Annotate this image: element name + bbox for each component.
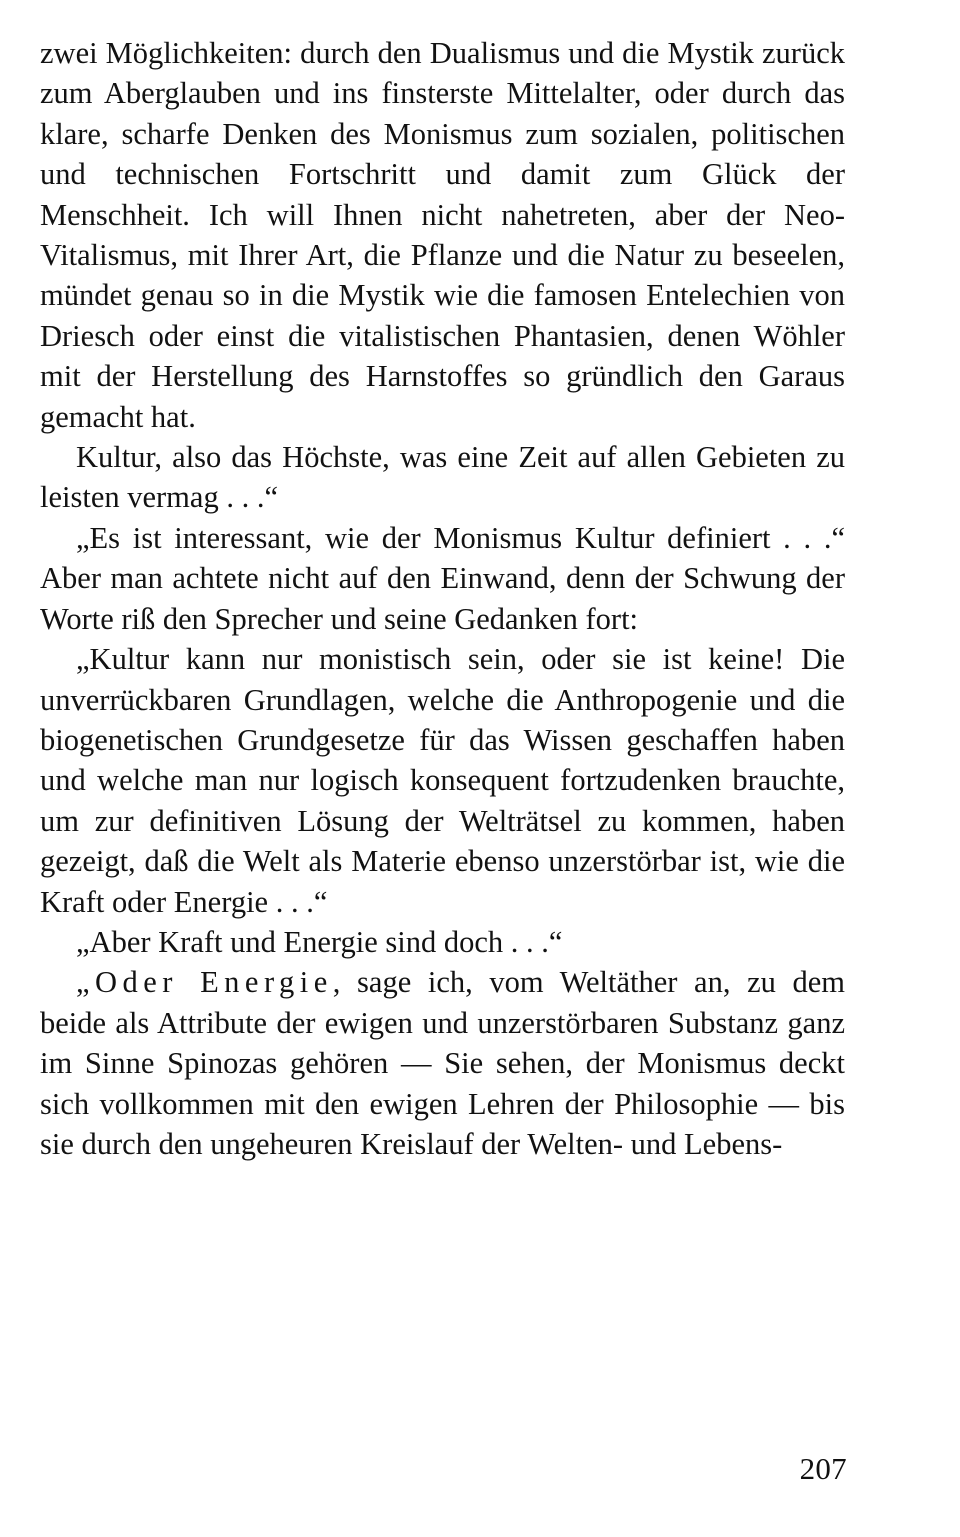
paragraph-kultur-hoechste: Kultur, also das Höchste, was eine Zeit auf allen Gebieten zu leisten vermag . . .“ [40, 440, 845, 515]
paragraph-oder-energie-rest: , sage ich, vom Weltäther an, zu dem beide als Attribute der ewigen und unzerstörbaren Substanz ganz im Sinne Spinozas gehören — Sie sehen, der Monismus deckt sich vollkommen mit den ewigen Lehren der Philosophie — bis sie durch den ungeheuren Kreislauf der Welten- und Lebens- [40, 965, 846, 1161]
paragraph-es-ist-interessant: „Es ist interessant, wie der Monismus Kultur definiert . . .“ Aber man achtete nicht auf den Einwand, denn der Schwung der Worte riß den Sprecher und seine Gedanken fort: [40, 520, 845, 636]
paragraph-kultur-monistisch: „Kultur kann nur monistisch sein, oder sie ist keine! Die unverrückbaren Grundlagen, welche die Anthropogenie und die biogenetischen Grundgesetze für das Wissen geschaffen haben und welche man nur logisch konsequent fortzudenken brauchte, um zur definitiven Lösung der Welträtsel zu kommen, haben gezeigt, daß die Welt als Materie ebenso unzerstörbar ist, wie die Kraft oder Energie . . .“ [40, 642, 845, 919]
paragraph-aber-kraft: „Aber Kraft und Energie sind doch . . .“ [76, 924, 563, 959]
paragraph-continuation: zwei Möglichkeiten: durch den Dualismus und die Mystik zurück zum Aberglauben und ins finsterste Mittelalter, oder durch das klare, scharfe Denken des Monismus zum sozialen, politischen und technischen Fortschritt und damit zum Glück der Menschheit. Ich will Ihnen nicht nahetreten, aber der Neo-Vitalismus, mit Ihrer Art, die Pflanze und die Natur zu beseelen, mündet genau so in die Mystik wie die famosen Entelechien von Driesch oder einst die vitalistischen Phantasien, denen Wöhler mit der Herstellung des Harnstoffes so gründlich den Garaus gemacht hat. [40, 36, 845, 434]
paragraph-oder-energie [40, 962, 845, 1164]
page-text-block [40, 33, 845, 1164]
emphasis-oder-energie: „Oder Energie [76, 965, 333, 1000]
page-number: 207 [799, 1451, 847, 1486]
